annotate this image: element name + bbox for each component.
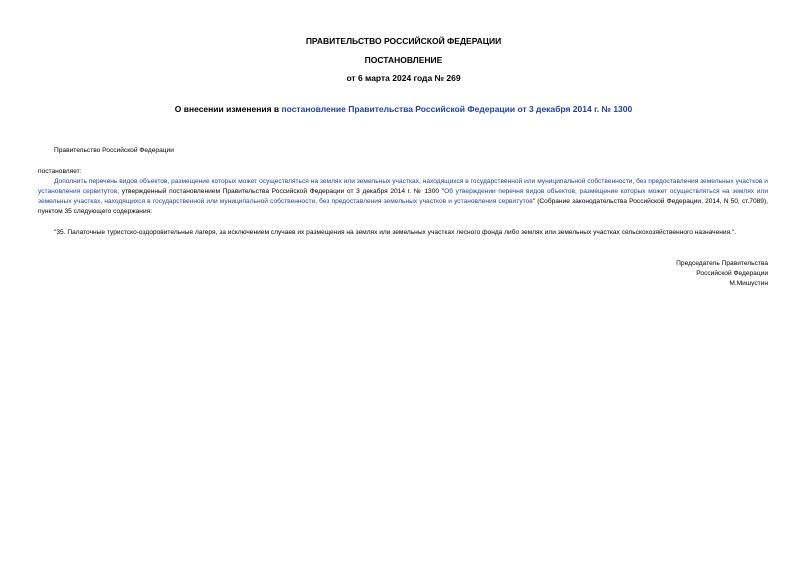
resolves-line: постановляет: <box>38 168 82 175</box>
signature-block <box>676 259 768 289</box>
objects-list-link[interactable]: Дополнить перечень видов объектов, размещение которых может осуществляться на землях или земельных участках, находящихся в государственной или муниципальной собственности, без предоставления земельных участков и установления сервитутов <box>38 178 768 195</box>
amendment-text-1: , утвержденный постановлением Правительства Российской Федерации от 3 декабря 2014 г. № 1300 " <box>117 188 445 195</box>
resolution-title-link[interactable]: Об утверждении перечня видов объектов, размещение которых может осуществляться на землях или земельных участках, находящихся в государственной или муниципальной собственности, без предоставления земельных участков и установления сервитутов <box>38 188 769 205</box>
government-title: ПРАВИТЕЛЬСТВО РОССИЙСКОЙ ФЕДЕРАЦИИ <box>305 36 502 46</box>
government-line: Правительство Российской Федерации <box>54 147 174 154</box>
document-date-number: от 6 марта 2024 года № 269 <box>346 73 461 83</box>
new-item-paragraph: "35. Палаточные туристско-оздоровительные лагеря, за исключением случаев их размещения на землях или земельных участках лесного фонда либо землях или земельных участках сельскохозяйственного назначения.". <box>54 229 737 236</box>
amendment-paragraph <box>38 177 768 217</box>
signature-name: М.Мишустин <box>729 280 768 287</box>
amendment-text-2: " (Собрание законодательства Российской Федерации, 2014, N 50, ст.7089), пунктом 35 следующего содержания: <box>38 198 768 215</box>
document-subject <box>0 104 807 115</box>
signature-position: Председатель Правительства <box>676 260 768 267</box>
signature-country: Российской Федерации <box>696 270 768 277</box>
subject-link[interactable]: постановление Правительства Российской Федерации от 3 декабря 2014 г. № 1300 <box>281 104 633 114</box>
document-type: ПОСТАНОВЛЕНИЕ <box>364 55 443 65</box>
subject-prefix: О внесении изменения в <box>174 104 282 114</box>
